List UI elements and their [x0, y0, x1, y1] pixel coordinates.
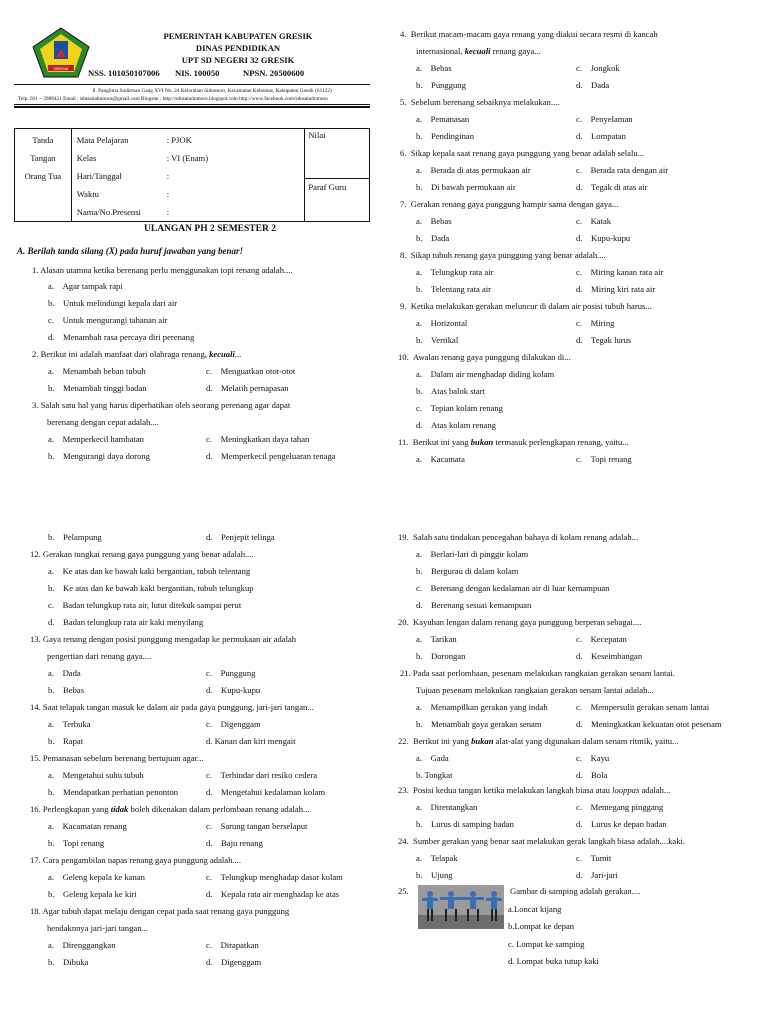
q9-option-d[interactable]: d. Tegak lurus: [576, 335, 632, 345]
question-12: 12. Gerakan tungkai renang gaya punggung yang benar adalah....: [30, 549, 254, 559]
question-22: 22. Berikut ini yang bukan alat-alat yang digunakan dalam senam ritmik, yaitu...: [398, 736, 679, 746]
q4-option-a[interactable]: a. Bebas: [416, 63, 452, 73]
q23-option-a[interactable]: a. Direntangkan: [416, 802, 478, 812]
q16-option-a[interactable]: a. Kacamatan renang: [48, 821, 127, 831]
q21-option-d[interactable]: d. Meningkatkan kekuatan otot pesenam: [576, 719, 722, 729]
subject-value: : PJOK: [166, 135, 192, 145]
q6-option-c[interactable]: c. Berada rata dengan air: [576, 165, 669, 175]
q2-option-a[interactable]: a. Menambah beban tubuh: [48, 366, 146, 376]
q5-option-b[interactable]: b. Pendinginan: [416, 131, 475, 141]
school-address: Jl. Panglima Sudirman Gang XVI No. 24 Kelurahan Sidomoro, Kecamatan Kebomas, Kabupaten Gresik (61122): [92, 88, 332, 94]
q6-option-b[interactable]: b. Di bawah permukaan air: [416, 182, 516, 192]
q3-option-d[interactable]: d. Memperkecil pengeluaran tenaga: [206, 451, 336, 461]
q15-option-b[interactable]: b. Mendapatkan perhatian penonton: [48, 787, 179, 797]
gov-title: PEMERINTAH KABUPATEN GRESIK: [163, 31, 313, 41]
q21-option-b[interactable]: b. Menambah gaya gerakan senam: [416, 719, 542, 729]
q23-option-b[interactable]: b. Lurus di samping badan: [416, 819, 514, 829]
q5-option-d[interactable]: d. Lompatan: [576, 131, 626, 141]
instruction: A. Berilah tanda silang (X) pada huruf jawaban yang benar!: [17, 246, 244, 256]
q14-option-a[interactable]: a. Terbuka: [48, 719, 91, 729]
student-identity-table: [14, 128, 370, 222]
school-contact: Telp. 031 – 3988421 Email : sdnsatudomoro@gmail.com Blogsite : http://sdnsatudomoro.blogspot.com http://www.facebook.com/sdnsatudomoro: [18, 96, 328, 102]
q7-option-c[interactable]: c. Katak: [576, 216, 612, 226]
class-label: Kelas: [76, 153, 97, 163]
q17-option-d[interactable]: d. Kepala rata air menghadap ke atas: [206, 889, 340, 899]
q11-option-c[interactable]: c. Topi renang: [576, 454, 632, 464]
header-rule-thin: [14, 84, 370, 85]
q10-option-b[interactable]: b. Atas balok start: [416, 386, 485, 396]
school-logo: [32, 27, 90, 79]
q22-option-a[interactable]: a. Gada: [416, 753, 449, 763]
q6-option-a[interactable]: a. Berada di atas permukaan air: [416, 165, 531, 175]
q20-option-c[interactable]: c. Kecepatan: [576, 634, 627, 644]
tanda-label: Tanda: [32, 135, 54, 145]
question-8: 8. Sikap tubuh renang gaya punggung yang benar adalah....: [400, 250, 606, 260]
q16-option-c[interactable]: c. Sarung tangan berselaput: [206, 821, 308, 831]
q10-option-a[interactable]: a. Dalam air menghadap diding kolam: [416, 369, 555, 379]
q14-option-c[interactable]: c. Digenggam: [206, 719, 261, 729]
q9-option-a[interactable]: a. Horizontal: [416, 318, 468, 328]
time-label: Waktu: [76, 189, 99, 199]
q14-option-d[interactable]: d. Kanan dan kiri mengait: [206, 736, 296, 746]
q12-option-a[interactable]: a. Ke atas dan ke bawah kaki bergantian, tubuh telentang: [48, 566, 251, 576]
q23-option-c[interactable]: c. Memegang pinggang: [576, 802, 664, 812]
q15-option-d[interactable]: d. Mengetahui kedalaman kolam: [206, 787, 326, 797]
date-label: Hari/Tanggal: [76, 171, 122, 181]
q11-option-d[interactable]: d. Penjepit telinga: [206, 532, 275, 542]
q18-option-a[interactable]: a. Direnggangkan: [48, 940, 116, 950]
q4-option-d[interactable]: d. Dada: [576, 80, 610, 90]
question-21: 21. Pada saat perlombaan, pesenam melakukan rangkaian gerakan senam lantai.: [400, 668, 675, 678]
q1-option-b[interactable]: b. Untuk melindungi kepala dari air: [48, 298, 178, 308]
q8-option-a[interactable]: a. Telungkup rata air: [416, 267, 494, 277]
q12-option-c[interactable]: c. Badan telungkup rata air, lutut ditekuk sampai perut: [48, 600, 242, 610]
q19-option-d[interactable]: d. Berenang sesuai kemampuan: [416, 600, 532, 610]
question-4-cont: internasional, kecuali renang gaya...: [416, 46, 541, 56]
q17-option-c[interactable]: c. Telungkup menghadap dasar kolam: [206, 872, 343, 882]
q1-option-d[interactable]: d. Menambah rasa percaya diri perenang: [48, 332, 195, 342]
q11-option-a[interactable]: a. Kacamata: [416, 454, 465, 464]
q13-option-c[interactable]: c. Punggung: [206, 668, 256, 678]
subject-label: Mata Pelajaran: [76, 135, 129, 145]
q22-option-c[interactable]: c. Kayu: [576, 753, 610, 763]
q18-option-d[interactable]: d. Digenggam: [206, 957, 262, 967]
question-3: 3. Salah satu hal yang harus diperhatikan oleh seorang perenang agar dapat: [32, 400, 291, 410]
q13-option-d[interactable]: d. Kupu-kupu: [206, 685, 261, 695]
q3-option-b[interactable]: b. Mengurangi daya dorong: [48, 451, 150, 461]
q2-option-b[interactable]: b. Menambah tinggi badan: [48, 383, 147, 393]
q18-option-b[interactable]: b. Dibuka: [48, 957, 89, 967]
q8-option-c[interactable]: c. Miring kanan rata air: [576, 267, 664, 277]
q12-option-b[interactable]: b. Ke atas dan ke bawah kaki bergantian, tubuh telungkup: [48, 583, 254, 593]
question-19: 19. Salah satu tindakan pencegahan bahaya di kolam renang adalah...: [398, 532, 639, 542]
question-4: 4. Berikut macam-macam gaya renang yang diakui secara resmi di kancah: [400, 29, 658, 39]
q5-option-a[interactable]: a. Pemanasan: [416, 114, 470, 124]
time-value: :: [166, 189, 170, 199]
nss-number: NSS. 101050107006: [88, 68, 160, 78]
question-10: 10. Awalan renang gaya punggung dilakukan di...: [398, 352, 571, 362]
question-9: 9. Ketika melakukan gerakan meluncur di dalam air posisi tubuh harus...: [400, 301, 652, 311]
question-5: 5. Sebelum berenang sebaiknya melakukan....: [400, 97, 560, 107]
q20-option-d[interactable]: d. Keseimbangan: [576, 651, 643, 661]
date-value: :: [166, 171, 170, 181]
q13-option-a[interactable]: a. Dada: [48, 668, 81, 678]
tangan-label: Tangan: [30, 153, 56, 163]
q9-option-c[interactable]: c. Miring: [576, 318, 615, 328]
header-rule-2: [14, 106, 370, 108]
q24-option-b[interactable]: b. Ujung: [416, 870, 453, 880]
name-label: Nama/No.Presensi: [76, 207, 141, 217]
q24-option-a[interactable]: a. Telapak: [416, 853, 458, 863]
q19-option-c[interactable]: c. Berenang dengan kedalaman air di luar kemampuan: [416, 583, 610, 593]
q14-option-b[interactable]: b. Rapat: [48, 736, 84, 746]
teacher-sign-label: Paraf Guru: [305, 178, 369, 193]
q16-option-d[interactable]: d. Baju renang: [206, 838, 263, 848]
dept-title: DINAS PENDIDIKAN: [195, 43, 281, 53]
q25-option-d[interactable]: d. Lompat buka tutup kaki: [508, 956, 599, 966]
npsn-number: NPSN. 20500600: [243, 68, 305, 78]
q15-option-a[interactable]: a. Mengetahui suhu tubuh: [48, 770, 144, 780]
question-3-cont: berenang dengan cepat adalah....: [47, 417, 159, 427]
q21-option-c[interactable]: c. Mempersulit gerakan senam lantai: [576, 702, 710, 712]
question-21-cont: Tujuan pesenam melakukan rangkaian gerakan senam lantai adalah...: [416, 685, 654, 695]
q4-option-b[interactable]: b. Punggung: [416, 80, 466, 90]
orang-tua-label: Orang Tua: [24, 171, 62, 181]
q12-option-d[interactable]: d. Badan telungkup rata air kaki menyilang: [48, 617, 204, 627]
name-value: :: [166, 207, 170, 217]
nis-number: NIS. 100050: [175, 68, 220, 78]
q21-option-a[interactable]: a. Menampilkan gerakan yang indah: [416, 702, 548, 712]
question-15: 15. Pemanasan sebelum berenang bertujuan agar...: [30, 753, 204, 763]
q3-option-a[interactable]: a. Memperkecil hambatan: [48, 434, 144, 444]
exam-title: ULANGAN PH 2 SEMESTER 2: [144, 224, 276, 234]
q2-option-c[interactable]: c. Menguatkan otot-otot: [206, 366, 296, 376]
q3-option-c[interactable]: c. Meningkatkan daya tahan: [206, 434, 310, 444]
question-16: 16. Perlengkapan yang tidak boleh dikenakan dalam perlombaan renang adalah...: [30, 804, 310, 814]
question-7: 7. Gerakan renang gaya punggung hampir sama dengan gaya...: [400, 199, 619, 209]
question-25: Gambar di samping adalah gerakan....: [510, 886, 641, 896]
q10-option-d[interactable]: d. Atas kolam renang: [416, 420, 496, 430]
q13-option-b[interactable]: b. Bebas: [48, 685, 85, 695]
q25-option-c[interactable]: c. Lompat ke samping: [508, 939, 585, 949]
question-24: 24. Sumber gerakan yang benar saat melakukan gerak langkah biasa adalah....kaki.: [398, 836, 686, 846]
header-rule-1: [14, 104, 370, 105]
q8-option-d[interactable]: d. Miring kiri rata air: [576, 284, 656, 294]
q7-option-b[interactable]: b. Dada: [416, 233, 450, 243]
school-title: UPT SD NEGERI 32 GRESIK: [181, 55, 295, 65]
q1-option-a[interactable]: a. Agar tampak rapi: [48, 281, 123, 291]
q8-option-b[interactable]: b. Telentang rata air: [416, 284, 492, 294]
class-value: : VI (Enam): [166, 153, 209, 163]
q22-option-d[interactable]: d. Bola: [576, 770, 608, 780]
q20-option-a[interactable]: a. Tarikan: [416, 634, 457, 644]
q17-option-b[interactable]: b. Geleng kepala ke kiri: [48, 889, 137, 899]
q19-option-a[interactable]: a. Berlari-lari di pinggir kolam: [416, 549, 529, 559]
question-20: 20. Kayuhan lengan dalam renang gaya punggung berperan sebagai....: [398, 617, 642, 627]
question-13-cont: pengertian dari renang gaya....: [47, 651, 152, 661]
exercise-photo: [418, 885, 504, 929]
q5-option-c[interactable]: c. Penyelaman: [576, 114, 633, 124]
question-25-number: 25.: [398, 886, 409, 896]
question-13: 13. Gaya renang dengan posisi punggung mengadap ke permukaan air adalah: [30, 634, 297, 644]
q24-option-d[interactable]: d. Jari-jari: [576, 870, 618, 880]
q6-option-d[interactable]: d. Tegak di atas air: [576, 182, 648, 192]
q20-option-b[interactable]: b. Dorongan: [416, 651, 466, 661]
q15-option-c[interactable]: c. Terhindar dari resiko cedera: [206, 770, 318, 780]
q22-option-b[interactable]: b. Tongkat: [416, 770, 453, 780]
question-1: 1. Alasan utamna ketika berenang perlu menggunakan topi renang adalah....: [32, 265, 293, 275]
q11-option-b[interactable]: b. Pelampung: [48, 532, 102, 542]
question-14: 14. Saat telapak tangan masuk ke dalam air pada gaya punggung, jari-jari tangan...: [30, 702, 314, 712]
q7-option-d[interactable]: d. Kupu-kupu: [576, 233, 631, 243]
q25-option-a[interactable]: a.Loncat kijang: [508, 904, 562, 914]
q23-option-d[interactable]: d. Lurus ke depan badan: [576, 819, 667, 829]
question-23: 23. Posisi kedua tangan ketika melakukan langkah biasa atau looppas adalah...: [398, 785, 671, 795]
q2-option-d[interactable]: d. Melatih pernapasan: [206, 383, 289, 393]
question-2: 2. Berikut ini adalah manfaat dari olahraga renang, kecuali...: [32, 349, 242, 359]
q7-option-a[interactable]: a. Bebas: [416, 216, 452, 226]
q17-option-a[interactable]: a. Geleng kepala ke kanan: [48, 872, 145, 882]
question-11: 11. Berikut ini yang bukan termasuk perlengkapan renang, yaitu...: [398, 437, 629, 447]
question-17: 17. Cara pengambilan napas renang gaya punggung adalah....: [30, 855, 241, 865]
grade-label: Nilai: [308, 130, 326, 140]
q9-option-b[interactable]: b. Vertikal: [416, 335, 459, 345]
question-18: 18. Agar tubuh dapat melaju dengan cepat pada saat renang gaya punggung: [30, 906, 290, 916]
logo-label: GRESIK: [53, 66, 69, 71]
question-18-cont: hendaknnya jari-jari tangan...: [47, 923, 148, 933]
q1-option-c[interactable]: c. Untuk mengurangi tahanan air: [48, 315, 168, 325]
q18-option-c[interactable]: c. Dirapatkan: [206, 940, 259, 950]
q19-option-b[interactable]: b. Bergurau di dalam kolam: [416, 566, 519, 576]
q24-option-c[interactable]: c. Tumit: [576, 853, 612, 863]
question-6: 6. Sikap kepala saat renang gaya punggung yang benar adalah selalu...: [400, 148, 645, 158]
q25-option-b[interactable]: b.Lompat ke depan: [508, 921, 575, 931]
q4-option-c[interactable]: c. Jongkok: [576, 63, 620, 73]
q16-option-b[interactable]: b. Topi renang: [48, 838, 105, 848]
q10-option-c[interactable]: c. Tepian kolam renang: [416, 403, 503, 413]
